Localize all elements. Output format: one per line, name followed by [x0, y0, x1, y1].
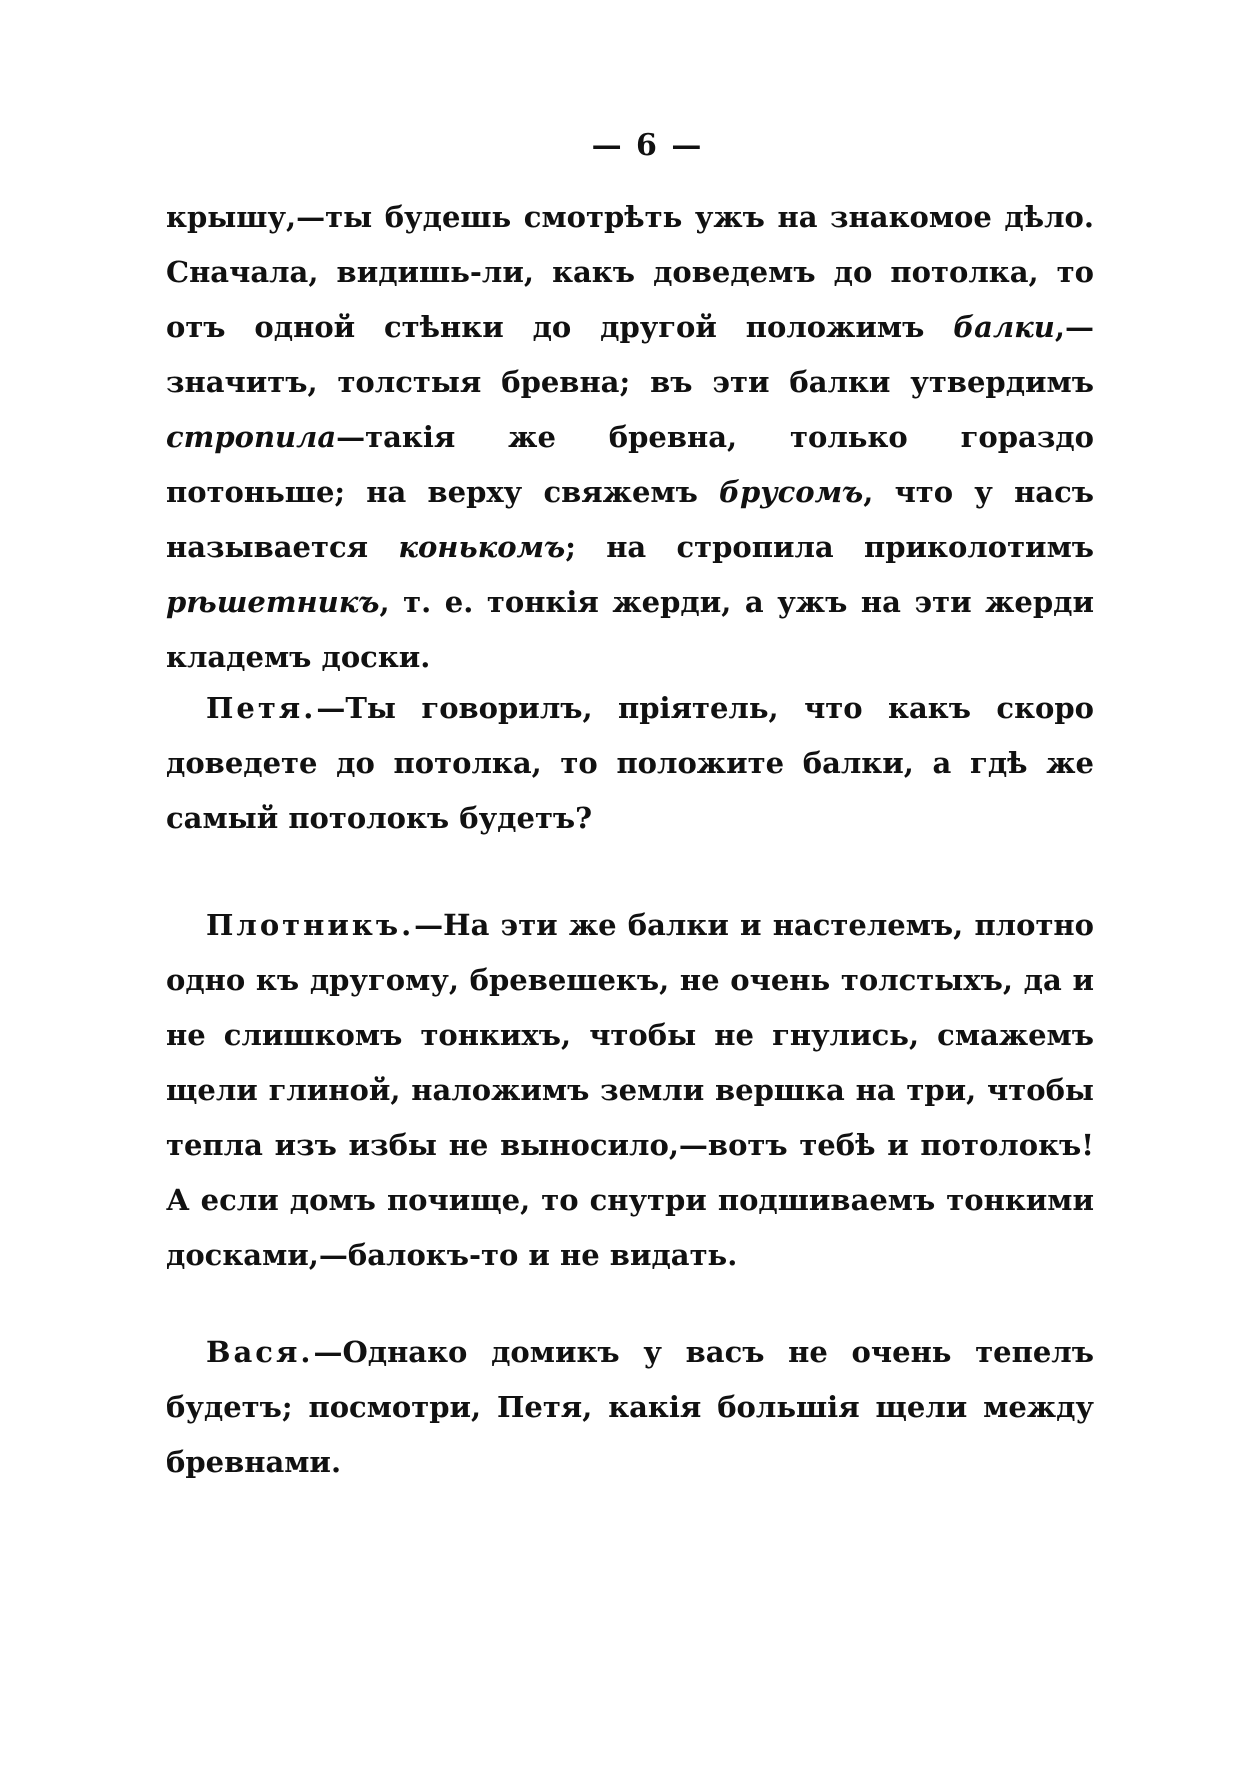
page-number: — 6 —: [591, 128, 704, 163]
text-run: ; на стропила приколотимъ: [565, 530, 1094, 564]
paragraph-carpenter: [166, 898, 1094, 1283]
italic-term: конькомъ: [398, 530, 566, 564]
text-run: —На эти же балки и настелемъ, плотно одно къ другому, бревешекъ, не очень толстыхъ, да и не слишкомъ тонкихъ, чтобы не гнулись, смажемъ щели глиной, наложимъ земли вершка на три, чтобы тепла изъ избы не выносило,—вотъ тебѣ и потолокъ! А если домъ почище, то снутри подшиваемъ тонкими досками,—балокъ-то и не видать.: [166, 908, 1094, 1272]
speaker-name: Плотникъ.: [206, 908, 415, 942]
text-run: —Ты говорилъ, пріятель, что какъ скоро доведете до потолка, то положите балки, а гдѣ же самый потолокъ будетъ?: [166, 691, 1094, 835]
paragraph-text: [166, 681, 1094, 846]
text-run: —Однако домикъ у васъ не очень тепелъ будетъ; посмотри, Петя, какія большія щели между бревнами.: [166, 1335, 1094, 1479]
speaker-name: Петя.: [206, 691, 317, 725]
paragraph-text: [166, 190, 1094, 685]
paragraph-narration: [166, 190, 1094, 685]
text-run: , т. е. тонкія жерди, а ужъ на эти жерди кладемъ доски.: [166, 585, 1094, 674]
text-run: крышу,—ты будешь смотрѣть ужъ на знакомое дѣло. Сначала, видишь-ли, какъ доведемъ до потолка, то отъ одной стѣнки до другой положимъ: [166, 200, 1094, 344]
italic-term: стропила: [166, 420, 337, 454]
text-run: , что у насъ называется: [166, 475, 1094, 564]
paragraph-vasya: [166, 1325, 1094, 1490]
paragraph-text: [166, 1325, 1094, 1490]
italic-term: балки: [953, 310, 1055, 344]
paragraph-text: [166, 898, 1094, 1283]
speaker-name: Вася.: [206, 1335, 314, 1369]
text-run: ,—значитъ, толстыя бревна; въ эти балки утвердимъ: [166, 310, 1094, 399]
italic-term: брусомъ: [719, 475, 864, 509]
text-run: —такія же бревна, только гораздо потоньше; на верху свяжемъ: [166, 420, 1094, 509]
paragraph-petya: [166, 681, 1094, 846]
italic-term: рѣшетникъ: [166, 585, 380, 619]
